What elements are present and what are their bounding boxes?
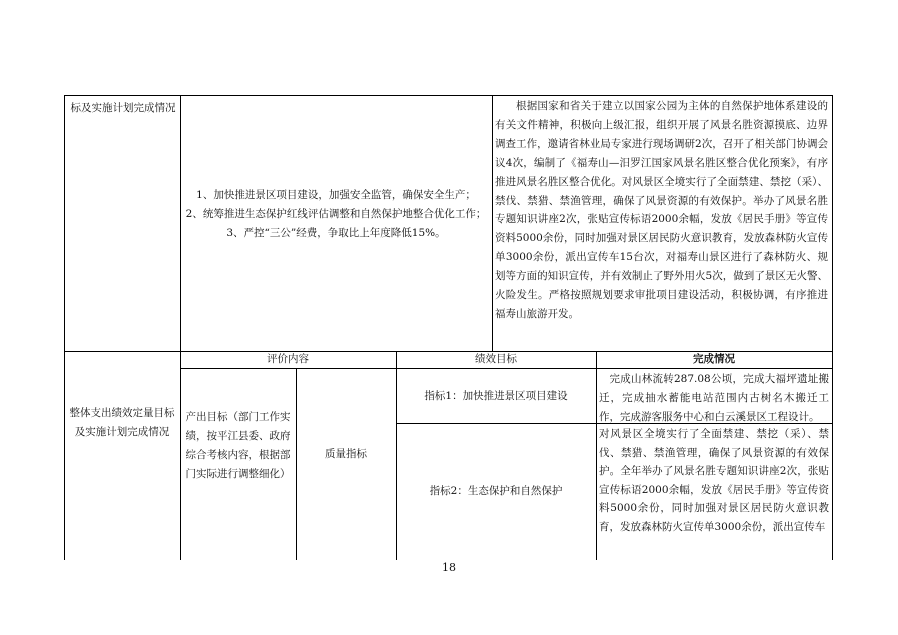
col-divider-c: [296, 368, 297, 560]
col-divider-e: [596, 351, 597, 560]
row2-label: 整体支出绩效定量目标及实施计划完成情况: [69, 407, 175, 438]
plan-item-3: 3、严控“三公”经费，争取比上年度降低15%。: [226, 227, 446, 239]
page-number: 18: [442, 561, 456, 574]
header-eval: 评价内容: [267, 353, 309, 365]
header-result: 完成情况: [693, 353, 735, 365]
col-divider-b: [492, 95, 493, 352]
indicator-2-name: 指标2：生态保护和自然保护: [429, 485, 563, 497]
table-border-right: [832, 95, 833, 560]
header-row-bottom: [180, 368, 833, 369]
indicator-2-result: 对风景区全境实行了全面禁建、禁挖（采）、禁伐、禁猎、禁渔管理，确保了风景资源的有效保护。全年举办了风景名胜专题知识讲座2次，张贴宣传标语2000余幅，发放《居民手册》等宣传资料5000余份，同时加强对景区居民防火意识教育，发放森林防火宣传单3000余份，派出宣传车: [599, 428, 829, 533]
col-divider-d: [396, 351, 397, 560]
row1-plan: [182, 186, 490, 243]
indicator-1-result: 完成山林流转287.08公顷，完成大福坪遗址搬迁，完成抽水蓄能电站范围内古树名木搬迁工作，完成游客服务中心和白云溪景区工程设计。: [599, 373, 829, 423]
output-target: 产出目标（部门工作实绩，按平江县委、政府综合考核内容，根据部门实际进行调整细化）: [185, 411, 291, 480]
table-border-left: [64, 95, 65, 560]
plan-item-2: 2、统筹推进生态保护红线评估调整和自然保护地整合优化工作；: [185, 208, 487, 220]
plan-item-1: 1、加快推进景区项目建设，加强安全监管，确保安全生产；: [196, 189, 476, 201]
row1-label: 标及实施计划完成情况: [70, 102, 176, 114]
header-target: 绩效目标: [475, 353, 517, 365]
col-divider-a: [180, 95, 181, 560]
row1-result: 根据国家和省关于建立以国家公园为主体的自然保护地体系建设的有关文件精神，积极向上级汇报，组织开展了风景名胜资源摸底、边界调查工作，邀请省林业局专家进行现场调研2次，召开了相关部门协调会议4次，编制了《福寿山—汨罗江国家风景名胜区整合优化预案》，有序推进风景名胜区整合优化。对风景区全境实行了全面禁建、禁挖（采）、禁伐、禁猎、禁渔管理，确保了风景资源的有效保护。举办了风景名胜专题知识讲座2次，张贴宣传标语2000余幅，发放《居民手册》等宣传资料5000余份，同时加强对景区居民防火意识教育，发放森林防火宣传单3000余份，派出宣传车15台次，对福寿山景区进行了森林防火、规划等方面的知识宣传，并有效制止了野外用火5次，做到了景区无火警、火险发生。严格按照规划要求审批项目建设活动，积极协调，有序推进福寿山旅游开发。: [495, 100, 828, 320]
indicator-1-name: 指标1：加快推进景区项目建设: [424, 390, 568, 402]
quality-indicator: 质量指标: [325, 448, 367, 460]
